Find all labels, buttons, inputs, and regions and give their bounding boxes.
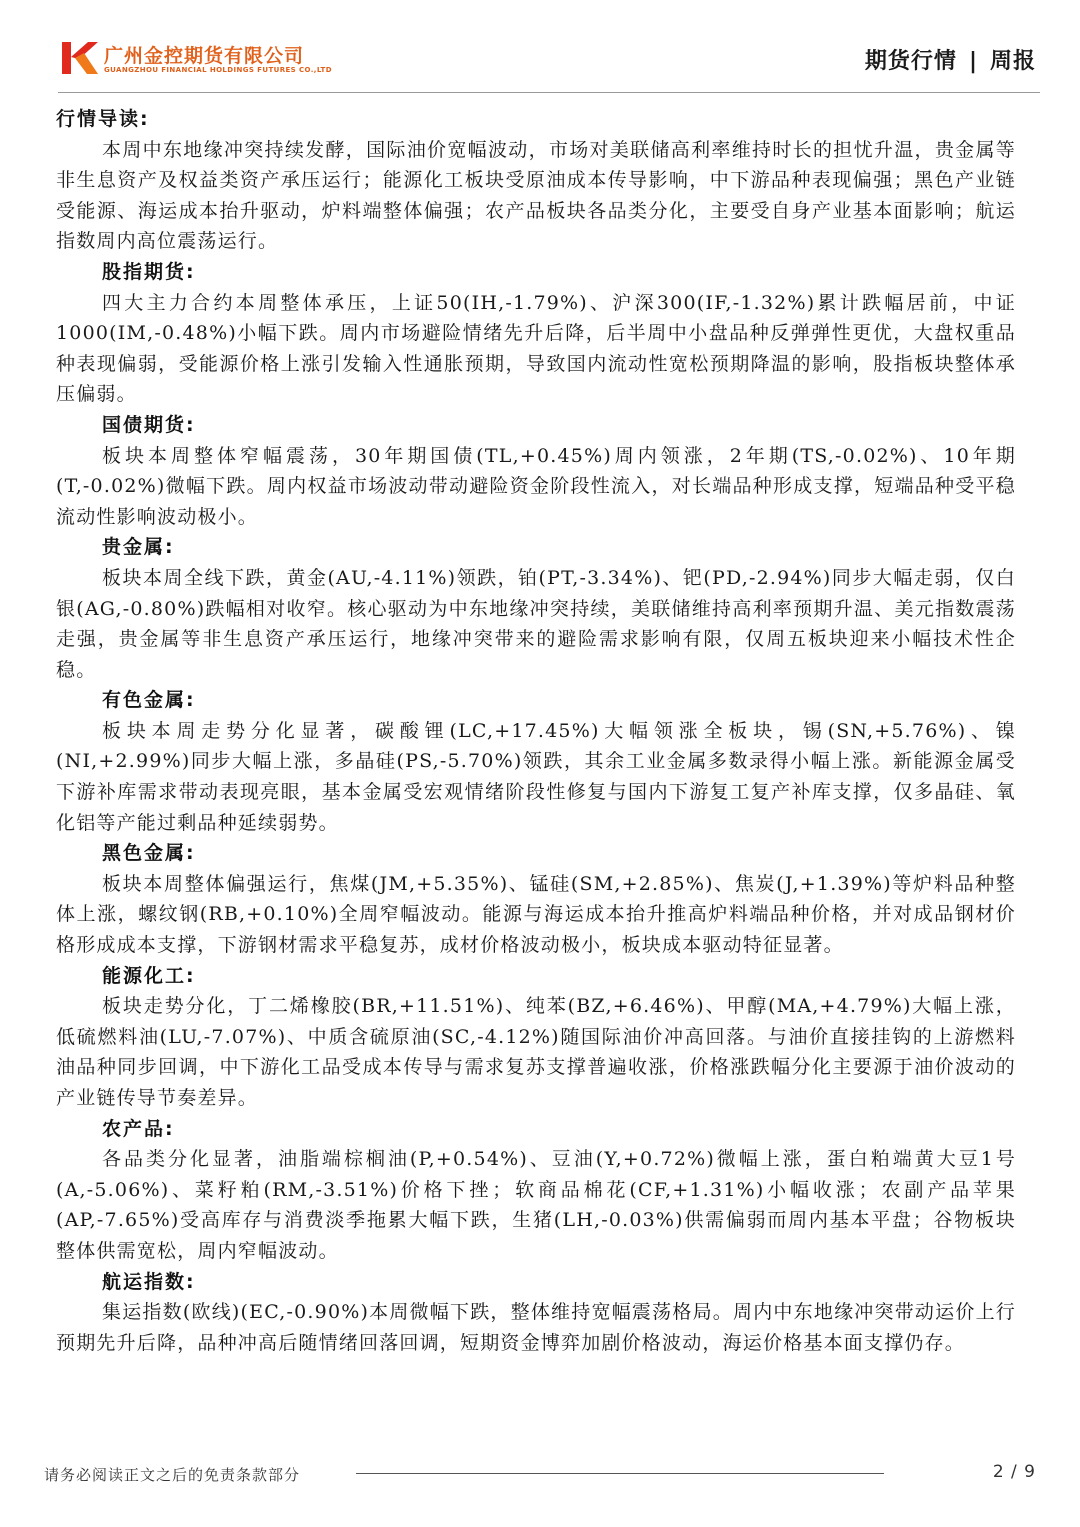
section-paragraph: 板块走势分化，丁二烯橡胶(BR,+11.51%)、纯苯(BZ,+6.46%)、甲醇(MA,+4.79%)大幅上涨，低硫燃料油(LU,-7.07%)、中质含硫原油(SC,-4.12%)随国际油价冲高回落。与油价直接挂钩的上游燃料油品种同步回调，中下游化工品受成本传导与需求复苏支撑普遍收涨，价格涨跌幅分化主要源于油价波动的产业链传导节奏差异。 bbox=[56, 995, 1016, 1109]
report-separator: | bbox=[968, 49, 978, 74]
section-paragraph: 四大主力合约本周整体承压，上证50(IH,-1.79%)、沪深300(IF,-1.32%)累计跌幅居前，中证1000(IM,-0.48%)小幅下跌。周内市场避险情绪先升后降，后半周中小盘品种反弹弹性更优，大盘权重品种表现偏弱，受能源价格上涨引发输入性通胀预期，导致国内流动性宽松预期降温的影响，股指板块整体承压偏弱。 bbox=[56, 291, 1016, 406]
section-heading: 航运指数: bbox=[102, 1270, 196, 1293]
section-precious-metals bbox=[56, 532, 1016, 685]
company-name-cn: 广州金控期货有限公司 bbox=[104, 45, 305, 67]
section-treasury-futures bbox=[56, 410, 1016, 532]
section-market-overview bbox=[56, 104, 1016, 257]
company-name-en: GUANGZHOU FINANCIAL HOLDINGS FUTURES CO.,LTD bbox=[104, 66, 332, 74]
section-heading: 贵金属: bbox=[102, 536, 175, 559]
disclaimer-note: 请务必阅读正文之后的免责条款部分 bbox=[44, 1466, 301, 1484]
section-nonferrous-metals bbox=[56, 685, 1016, 838]
section-heading: 能源化工: bbox=[102, 964, 196, 987]
section-agricultural-products bbox=[56, 1114, 1016, 1267]
report-frequency: 周报 bbox=[989, 49, 1036, 74]
page-header bbox=[0, 0, 1080, 96]
section-heading: 国债期货: bbox=[102, 413, 196, 436]
section-paragraph: 板块本周全线下跌，黄金(AU,-4.11%)领跌，铂(PT,-3.34%)、钯(PD,-2.94%)同步大幅走弱，仅白银(AG,-0.80%)跌幅相对收窄。核心驱动为中东地缘冲突持续，美联储维持高利率预期升温、美元指数震荡走强，贵金属等非生息资产承压运行，地缘冲突带来的避险需求影响有限，仅周五板块迎来小幅技术性企稳。 bbox=[56, 566, 1016, 681]
section-heading: 黑色金属: bbox=[102, 842, 196, 865]
company-logo bbox=[60, 40, 360, 80]
report-category: 期货行情 bbox=[864, 49, 957, 74]
page-number: 2 / 9 bbox=[992, 1462, 1036, 1482]
section-paragraph: 板块本周走势分化显著，碳酸锂(LC,+17.45%)大幅领涨全板块，锡(SN,+5.76%)、镍(NI,+2.99%)同步大幅上涨，多晶硅(PS,-5.70%)领跌，其余工业金属多数录得小幅上涨。新能源金属受下游补库需求带动表现亮眼，基本金属受宏观情绪阶段性修复与国内下游复工复产补库支撑，仅多晶硅、氧化铝等产能过剩品种延续弱势。 bbox=[56, 719, 1016, 834]
section-ferrous-metals bbox=[56, 838, 1016, 960]
report-body bbox=[56, 104, 1016, 1358]
section-stock-index-futures bbox=[56, 257, 1016, 410]
report-type-label bbox=[865, 44, 1036, 75]
section-paragraph: 各品类分化显著，油脂端棕榈油(P,+0.54%)、豆油(Y,+0.72%)微幅上涨，蛋白粕端黄大豆1号(A,-5.06%)、菜籽粕(RM,-3.51%)价格下挫；软商品棉花(CF,+1.31%)小幅收涨；农副产品苹果(AP,-7.65%)受高库存与消费淡季拖累大幅下跌，生猪(LH,-0.03%)供需偏弱而周内基本平盘；谷物板块整体供需宽松，周内窄幅波动。 bbox=[56, 1148, 1016, 1262]
header-divider bbox=[58, 92, 1040, 93]
section-heading: 农产品: bbox=[102, 1117, 175, 1140]
footer-divider bbox=[356, 1473, 884, 1474]
section-shipping-index bbox=[56, 1267, 1016, 1359]
section-heading: 有色金属: bbox=[102, 689, 196, 712]
section-heading: 行情导读: bbox=[56, 108, 150, 130]
section-paragraph: 板块本周整体偏强运行，焦煤(JM,+5.35%)、锰硅(SM,+2.85%)、焦炭(J,+1.39%)等炉料品种整体上涨，螺纹钢(RB,+0.10%)全周窄幅波动。能源与海运成本抬升推高炉料端品种价格，并对成品钢材价格形成成本支撑，下游钢材需求平稳复苏，成材价格波动极小，板块成本驱动特征显著。 bbox=[56, 872, 1016, 957]
section-paragraph: 本周中东地缘冲突持续发酵，国际油价宽幅波动，市场对美联储高利率维持时长的担忧升温，贵金属等非生息资产及权益类资产承压运行；能源化工板块受原油成本传导影响，中下游品种表现偏强；黑色产业链受能源、海运成本抬升驱动，炉料端整体偏强；农产品板块各品类分化，主要受自身产业基本面影响；航运指数周内高位震荡运行。 bbox=[56, 138, 1016, 253]
section-paragraph: 板块本周整体窄幅震荡，30年期国债(TL,+0.45%)周内领涨，2年期(TS,-0.02%)、10年期(T,-0.02%)微幅下跌。周内权益市场波动带动避险资金阶段性流入，对长端品种形成支撑，短端品种受平稳流动性影响波动极小。 bbox=[56, 444, 1016, 528]
company-logo-mark-icon bbox=[60, 40, 98, 76]
section-paragraph: 集运指数(欧线)(EC,-0.90%)本周微幅下跌，整体维持宽幅震荡格局。周内中东地缘冲突带动运价上行预期先升后降，品种冲高后随情绪回落回调，短期资金博弈加剧价格波动，海运价格基本面支撑仍存。 bbox=[56, 1301, 1016, 1354]
section-energy-chemicals bbox=[56, 961, 1016, 1114]
page-footer bbox=[0, 1440, 1080, 1527]
section-heading: 股指期货: bbox=[102, 260, 196, 283]
